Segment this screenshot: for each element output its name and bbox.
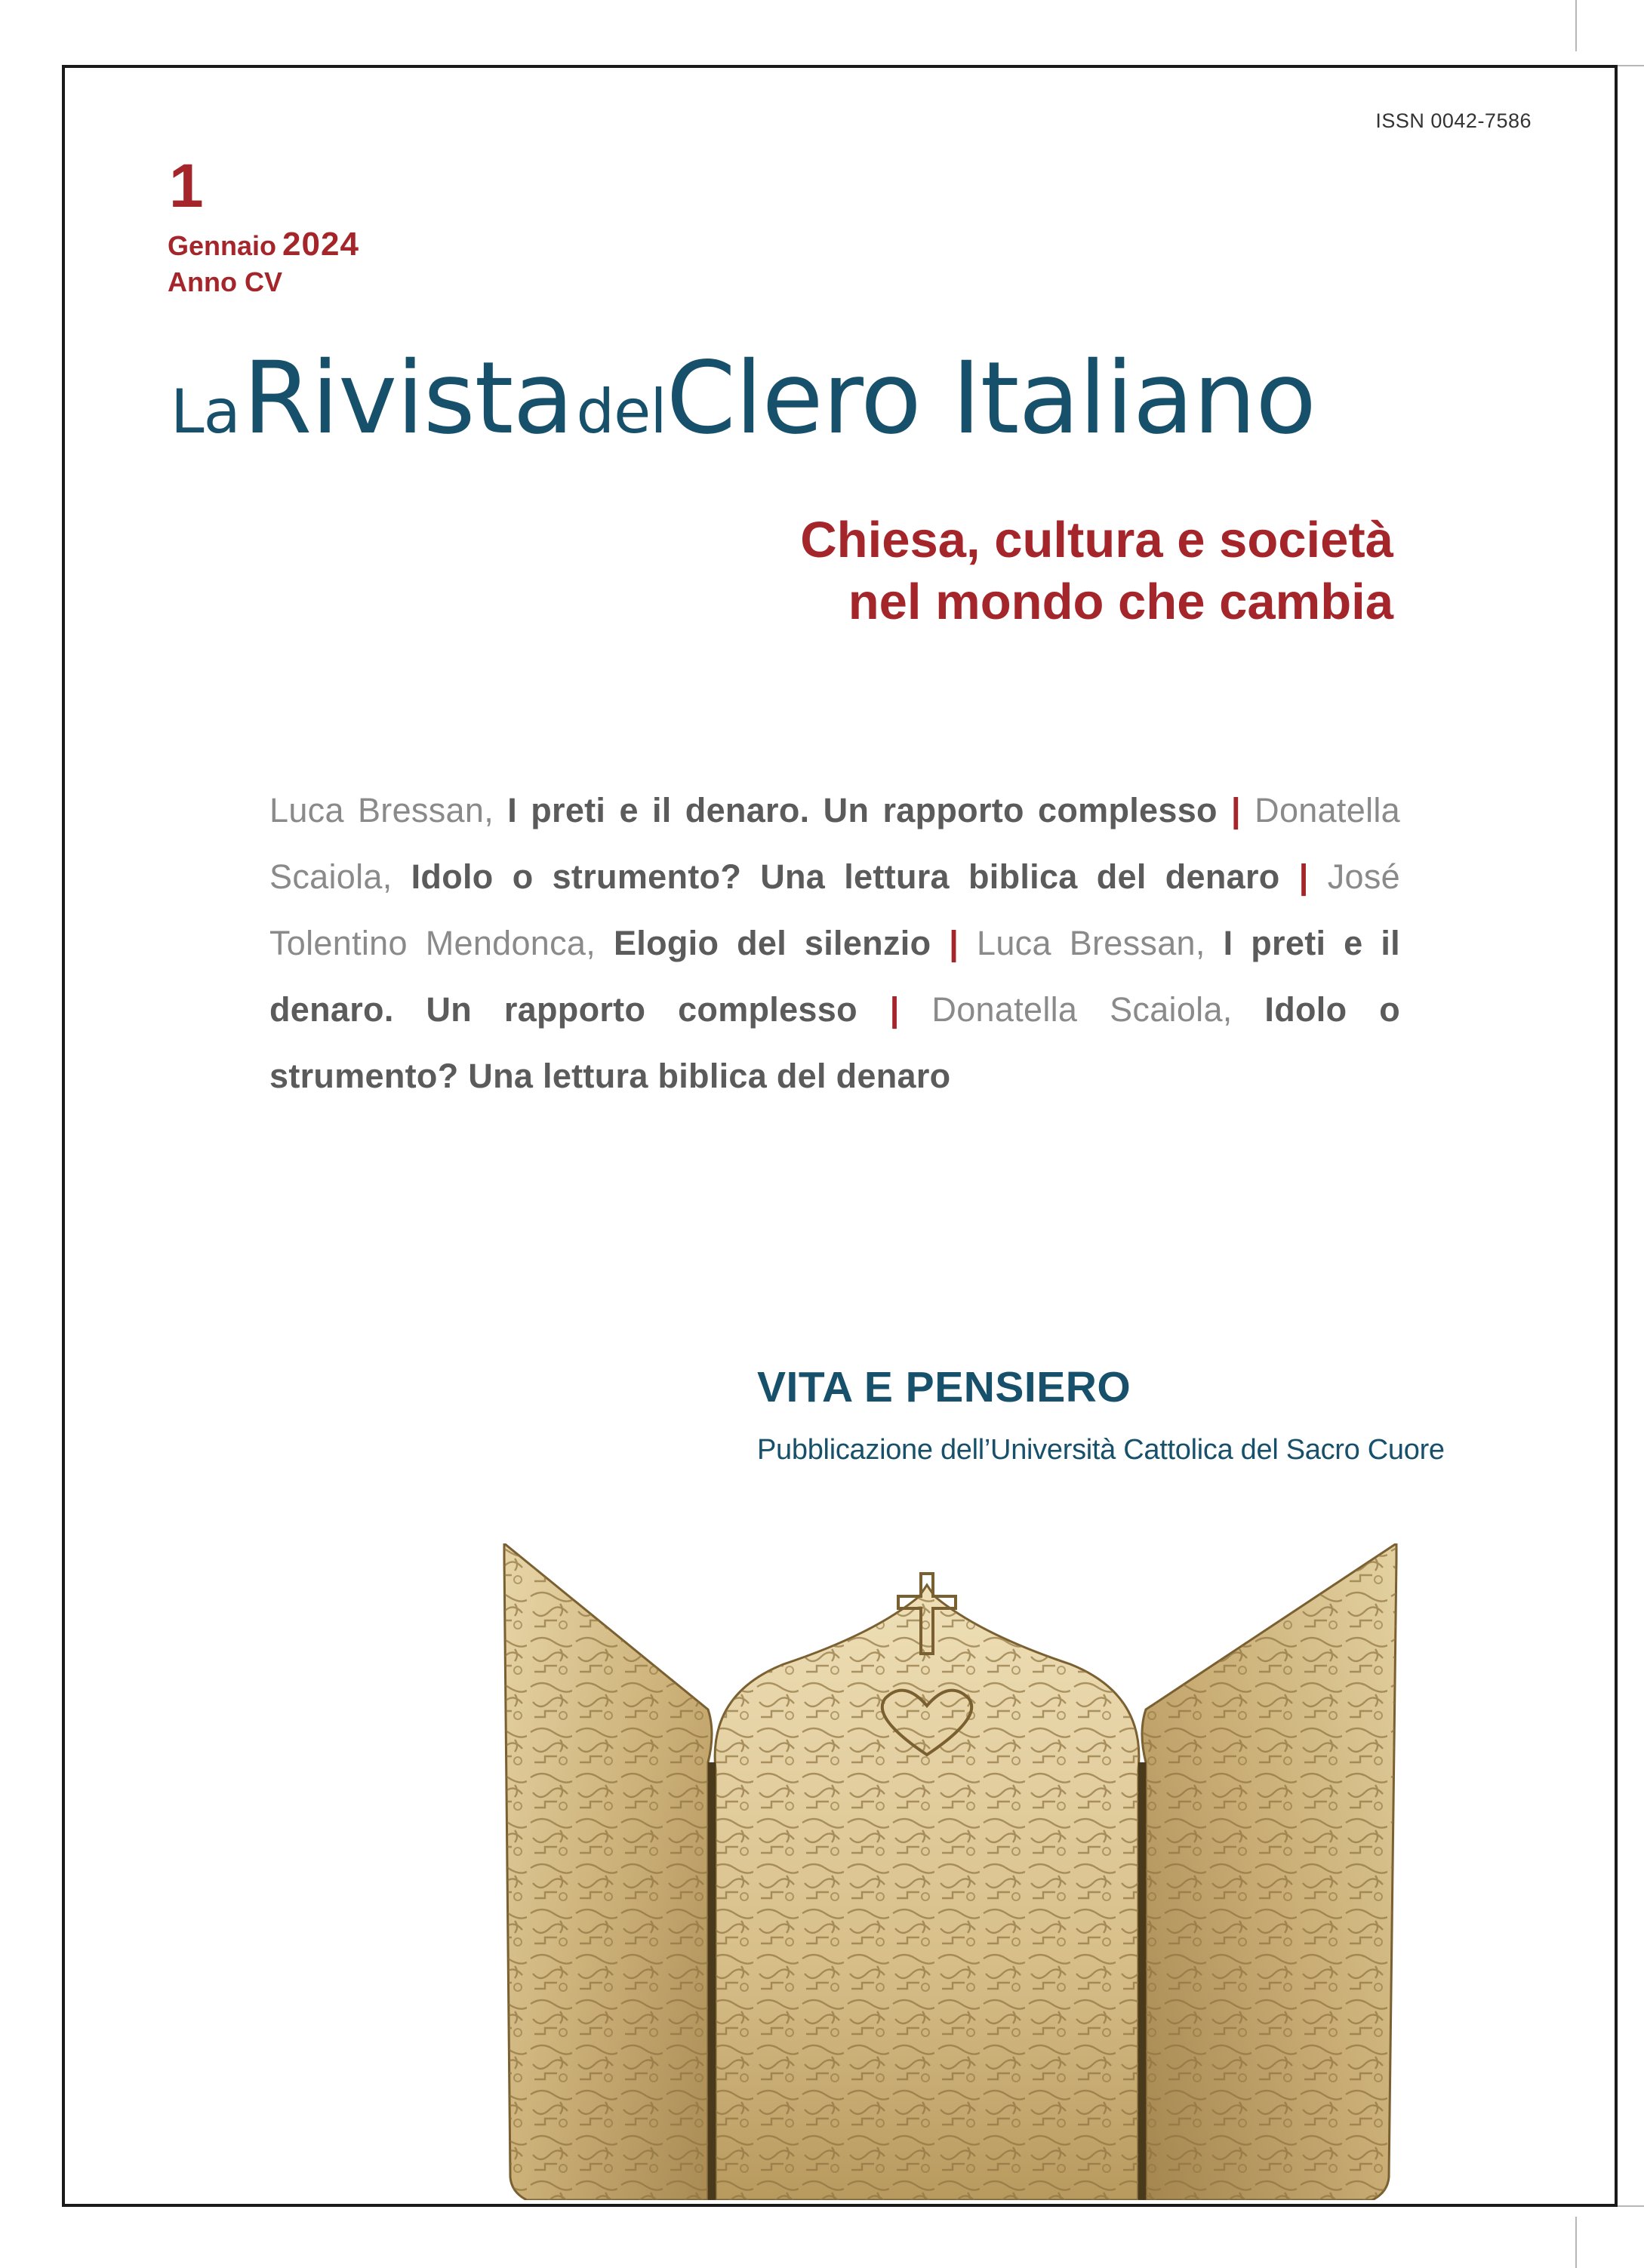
- toc-author: Donatella Scaiola: [931, 990, 1223, 1029]
- issue-year: 2024: [282, 226, 359, 263]
- magazine-subtitle: [800, 509, 1393, 632]
- toc-author: Luca Bressan: [269, 791, 485, 829]
- title-la: La: [171, 377, 240, 447]
- golden-triptych-altarpiece-icon: [482, 1543, 1419, 2200]
- title-clero-italiano: Clero Italiano: [666, 340, 1316, 457]
- crop-mark: [1575, 2217, 1577, 2268]
- toc-article-title: Idolo o strumento? Una lettura biblica del denaro: [269, 990, 1400, 1095]
- toc-separator: |: [1231, 791, 1241, 829]
- crop-mark: [1575, 0, 1577, 51]
- toc-separator: |: [1298, 857, 1309, 896]
- toc-article-title: I preti e il denaro. Un rapporto complesso: [507, 791, 1218, 829]
- toc-separator: |: [889, 990, 900, 1029]
- table-of-contents: Luca Bressan, I preti e il denaro. Un rapporto complesso | Donatella Scaiola, Idolo o strumento? Una lettura biblica del denaro | José Tolentino Mendonca, Elogio del silenzio | Luca Bressan, I preti e il denaro. Un rapporto complesso | Donatella Scaiola, Idolo o strumento? Una lettura biblica del denaro: [269, 791, 1401, 1095]
- issue-volume: Anno CV: [168, 266, 282, 297]
- issue-number: 1: [169, 152, 204, 220]
- magazine-title: [171, 340, 1316, 457]
- subtitle-line-1: Chiesa, cultura e società: [800, 512, 1393, 568]
- toc-author: José Tolentino Mendonca: [269, 857, 1401, 962]
- publisher-tagline: Pubblicazione dell’Università Cattolica del Sacro Cuore: [757, 1434, 1445, 1466]
- issue-date: [168, 228, 359, 261]
- toc-article-title: Idolo o strumento? Una lettura biblica del denaro: [411, 857, 1280, 896]
- issn-label: ISSN 0042-7586: [1375, 109, 1532, 132]
- toc-article-title: Elogio del silenzio: [613, 924, 931, 962]
- toc-article-title: I preti e il denaro. Un rapporto complesso: [269, 924, 1400, 1029]
- title-rivista: Rivista: [242, 340, 574, 457]
- issue-month: Gennaio: [168, 230, 277, 261]
- toc-separator: |: [949, 924, 959, 962]
- toc-author: Luca Bressan: [977, 924, 1196, 962]
- toc-author: Donatella Scaiola: [269, 791, 1400, 896]
- title-del: del: [576, 377, 667, 447]
- publisher-name: VITA E PENSIERO: [757, 1363, 1131, 1411]
- subtitle-line-2: nel mondo che cambia: [848, 573, 1393, 630]
